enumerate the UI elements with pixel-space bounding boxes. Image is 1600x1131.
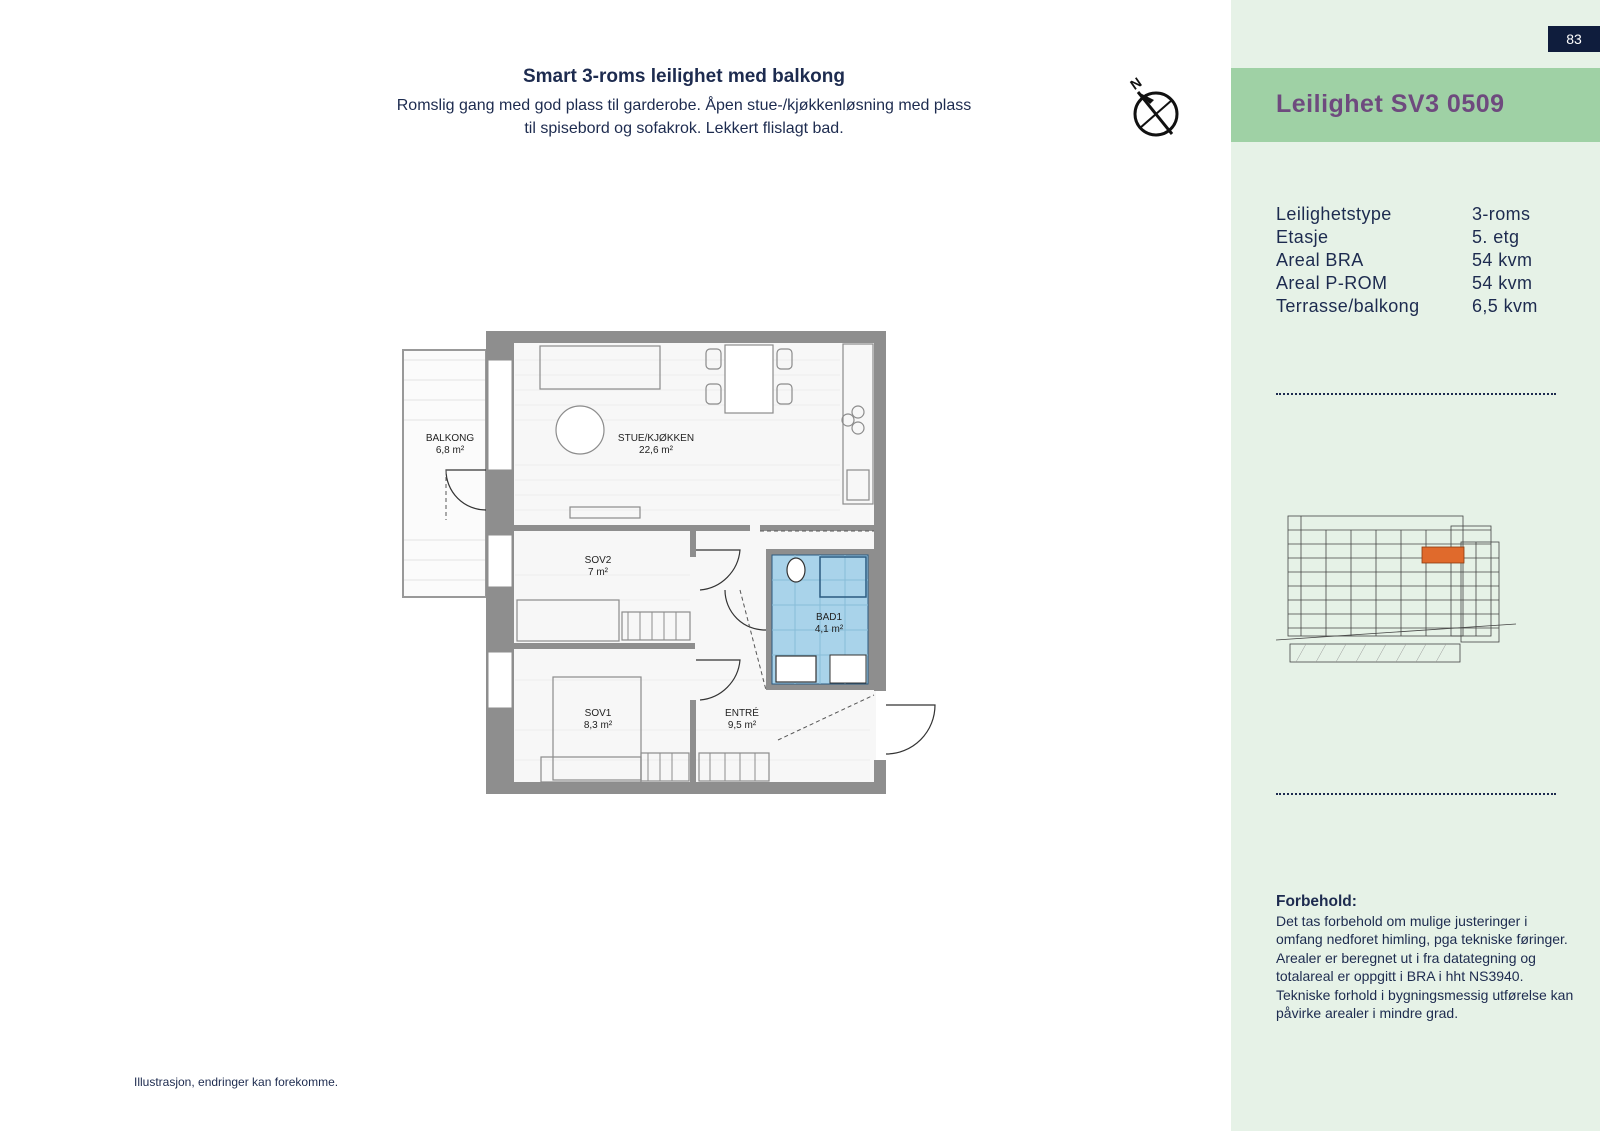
room-area-balkong: 6,8 m² — [435, 445, 465, 456]
spec-label: Areal P-ROM — [1276, 273, 1388, 293]
spec-row — [1276, 249, 1538, 272]
room-label-balkong: BALKONG — [425, 433, 475, 444]
room-area-entre: 9,5 m² — [727, 720, 757, 731]
dotted-divider — [1276, 393, 1556, 395]
spec-value: 5. etg — [1472, 227, 1520, 247]
spec-label: Terrasse/balkong — [1276, 296, 1420, 316]
page-title: Smart 3-roms leilighet med balkong — [522, 66, 846, 87]
reservation-title: Forbehold: — [1276, 893, 1357, 910]
spec-label: Etasje — [1276, 227, 1329, 247]
spec-value: 54 kvm — [1472, 273, 1533, 293]
spec-row — [1276, 203, 1538, 226]
spec-value: 3-roms — [1472, 204, 1531, 224]
room-label-entre: ENTRÉ — [725, 708, 759, 719]
spec-row — [1276, 272, 1538, 295]
page-subtitle — [340, 94, 1028, 140]
room-area-sov1: 8,3 m² — [583, 720, 613, 731]
apartment-title: Leilighet SV3 0509 — [1276, 90, 1505, 118]
floor-plan — [395, 325, 950, 800]
room-label-bad1: BAD1 — [815, 612, 843, 623]
subtitle-line-2: til spisebord og sofakrok. Lekkert flislagt bad. — [524, 120, 844, 137]
room-area-stue-kjokken: 22,6 m² — [639, 445, 673, 456]
apartment-banner — [1231, 68, 1600, 142]
room-label-stue-kjokken: STUE/KJØKKEN — [617, 433, 695, 444]
spec-row — [1276, 226, 1538, 249]
spec-value: 54 kvm — [1472, 250, 1533, 270]
reservation-note — [1276, 893, 1576, 1023]
room-area-bad1: 4,1 m² — [814, 624, 844, 635]
room-label-sov2: SOV2 — [584, 555, 612, 566]
disclaimer-text: Illustrasjon, endringer kan forekomme. — [134, 1075, 339, 1089]
subtitle-line-1: Romslig gang med god plass til garderobe. Åpen stue-/kjøkkenløsning med plass — [396, 97, 972, 114]
spec-value: 6,5 kvm — [1472, 296, 1538, 316]
room-label-sov1: SOV1 — [584, 708, 612, 719]
highlighted-unit — [1422, 547, 1464, 563]
page-number: 83 — [1548, 26, 1600, 52]
compass-north-label: N — [1127, 73, 1145, 93]
info-sidebar — [1231, 0, 1600, 1131]
room-area-sov2: 7 m² — [588, 567, 608, 578]
building-elevation — [1276, 512, 1536, 682]
spec-label: Areal BRA — [1276, 250, 1364, 270]
compass-icon — [1124, 70, 1184, 140]
spec-list — [1276, 203, 1538, 318]
spec-row — [1276, 295, 1538, 318]
dotted-divider — [1276, 793, 1556, 795]
reservation-text: Det tas forbehold om mulige justeringer i omfang nedforet himling, pga tekniske føringer. Arealer er beregnet ut i fra datategning og totalareal er oppgitt i BRA i hht NS3940. Tekniske forhold i bygningsmessig utførelse kan påvirke arealer i mindre grad. — [1276, 912, 1574, 1021]
spec-label: Leilighetstype — [1276, 204, 1392, 224]
